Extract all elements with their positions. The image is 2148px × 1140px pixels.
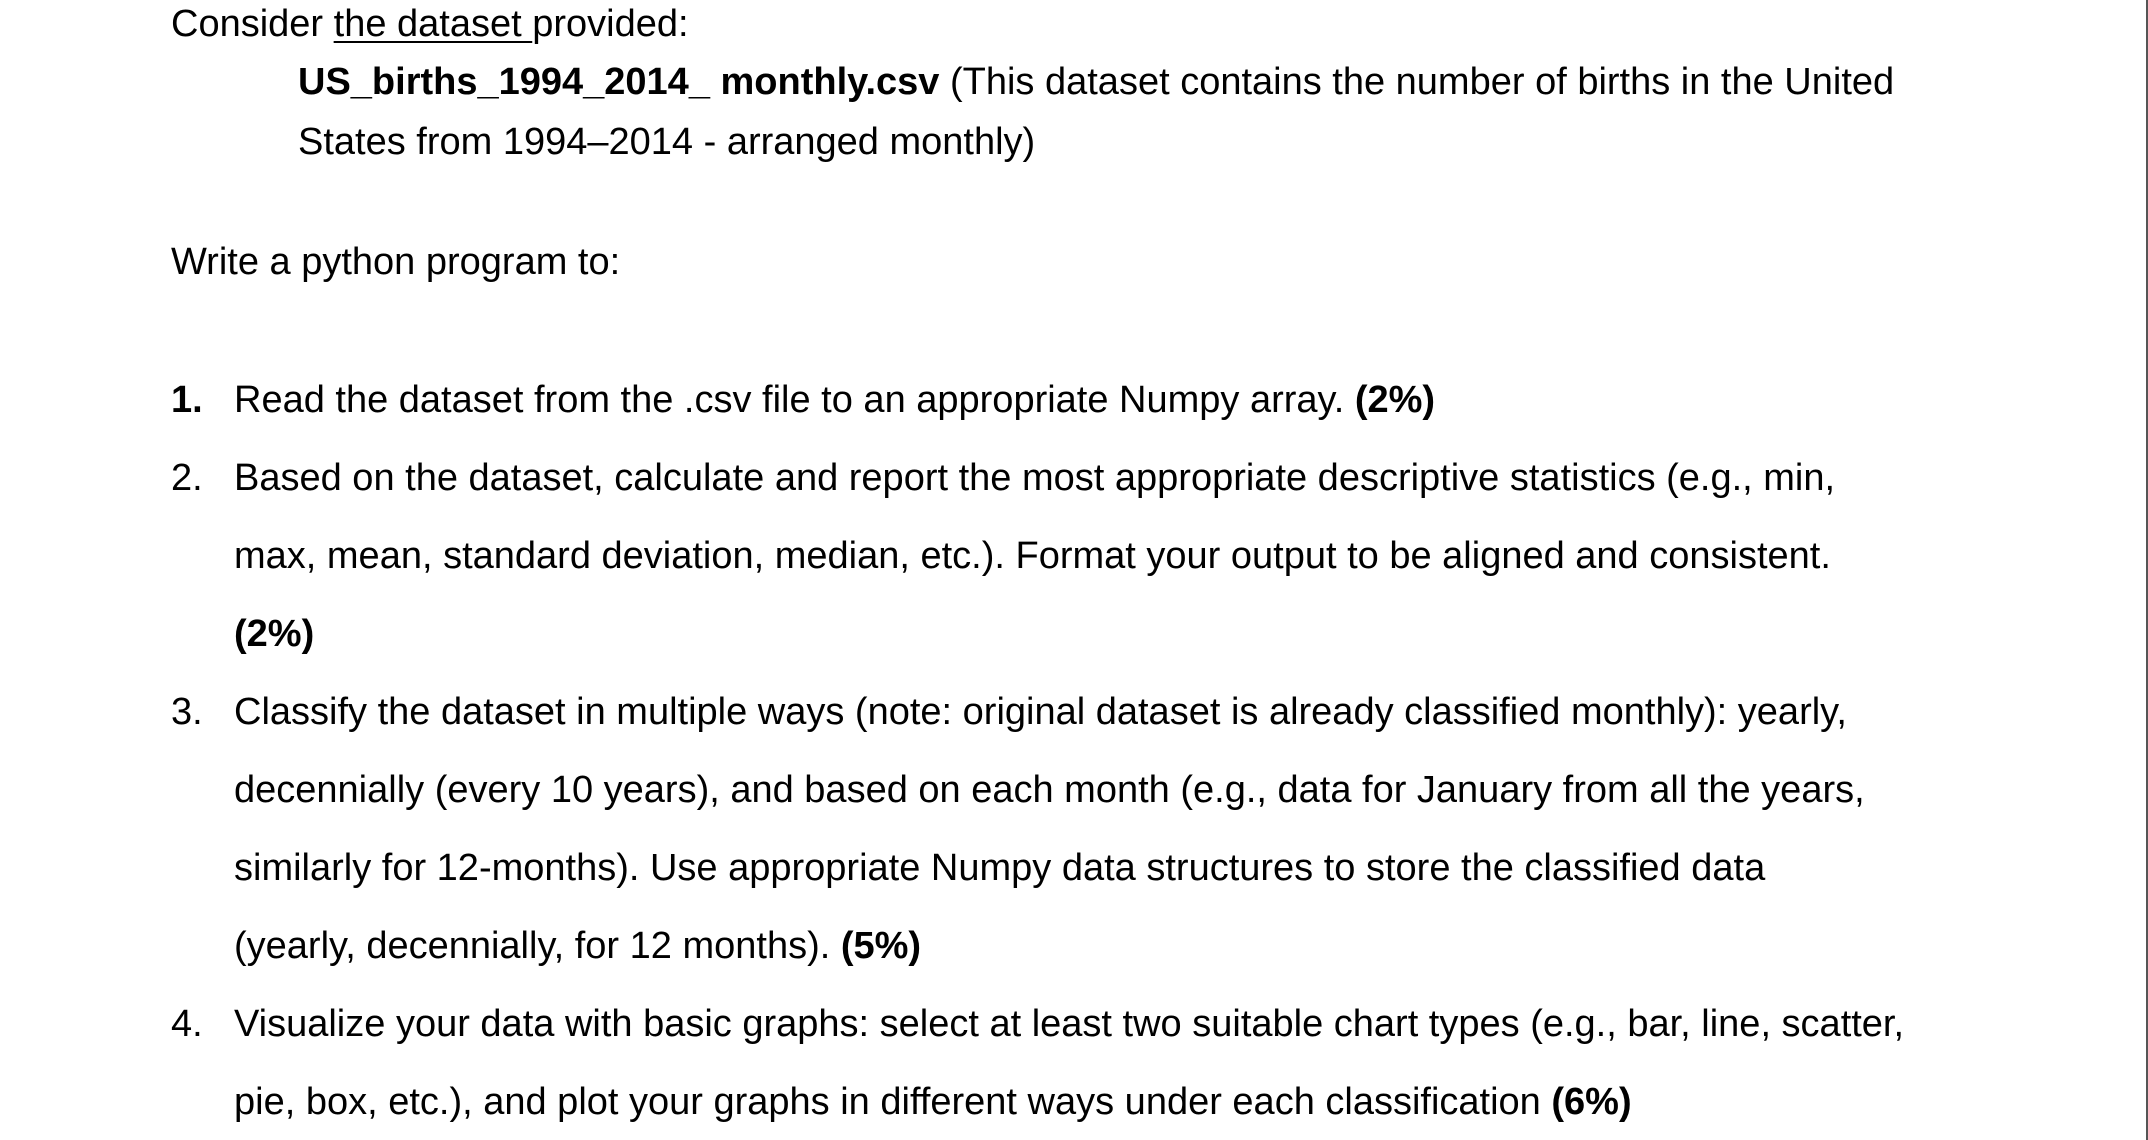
item-weight: (2%)	[234, 613, 315, 655]
dataset-filename: US_births_1994_2014_ monthly.csv	[298, 61, 940, 103]
item-line	[234, 534, 1831, 580]
dataset-desc-2: States from 1994–2014 - arranged monthly)	[298, 121, 1036, 163]
dataset-desc-1: (This dataset contains the number of births in the United	[939, 61, 1895, 103]
item-line-text: pie, box, etc.), and plot your graphs in different ways under each classification	[234, 1081, 1552, 1123]
prompt-line	[171, 240, 620, 286]
item-line-text: similarly for 12-months). Use appropriate Numpy data structures to store the classified data	[234, 847, 1766, 889]
item-line	[234, 1080, 1632, 1126]
intro-prefix: Consider	[171, 3, 334, 45]
item-line-text: decennially (every 10 years), and based on each month (e.g., data for January from all the years,	[234, 769, 1865, 811]
item-line	[234, 378, 1435, 424]
intro-line	[171, 2, 689, 48]
item-number: 1.	[171, 379, 203, 421]
item-line-text: Read the dataset from the .csv file to an appropriate Numpy array.	[234, 379, 1355, 421]
item-line	[234, 1002, 1904, 1048]
dataset-line-1	[298, 60, 1894, 106]
item-line	[234, 612, 314, 658]
item-number: 3.	[171, 691, 203, 733]
intro-suffix: provided:	[532, 3, 689, 45]
item-line-text: max, mean, standard deviation, median, etc.). Format your output to be aligned and consistent.	[234, 535, 1831, 577]
item-line-text: Classify the dataset in multiple ways (note: original dataset is already classified monthly): yearly,	[234, 691, 1847, 733]
item-line	[234, 690, 1847, 736]
item-line-text: Visualize your data with basic graphs: select at least two suitable chart types (e.g., bar, line, scatter,	[234, 1003, 1905, 1045]
item-weight: (2%)	[1354, 379, 1436, 421]
item-line	[234, 846, 1765, 892]
item-number: 2.	[171, 457, 203, 499]
item-line	[234, 924, 921, 970]
item-weight: (6%)	[1551, 1081, 1632, 1123]
prompt-text: Write a python program to:	[171, 241, 621, 283]
item-line-text: Based on the dataset, calculate and report the most appropriate descriptive statistics (e.g., min,	[234, 457, 1836, 499]
item-line	[234, 768, 1865, 814]
item-line	[234, 456, 1835, 502]
item-weight: (5%)	[840, 925, 922, 967]
intro-underlined: the dataset	[333, 3, 533, 45]
item-number: 4.	[171, 1003, 203, 1045]
item-line-text: (yearly, decennially, for 12 months).	[234, 925, 841, 967]
dataset-line-2	[298, 120, 1035, 166]
